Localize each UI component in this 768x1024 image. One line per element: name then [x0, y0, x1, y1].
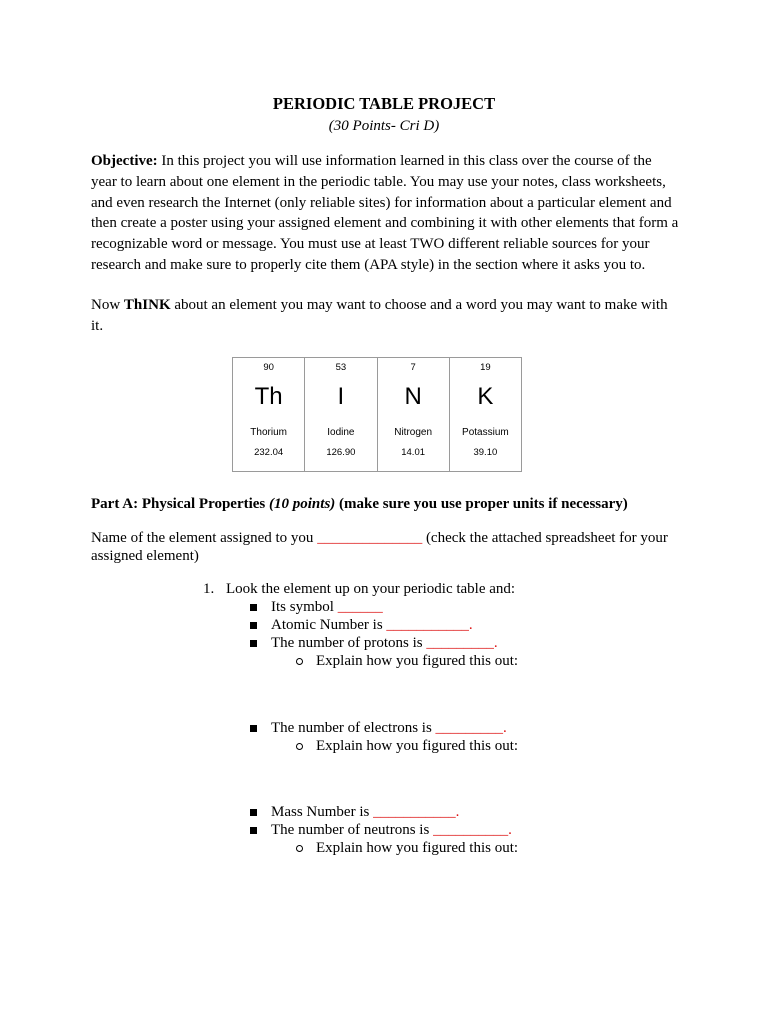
square-bullet-icon — [250, 622, 257, 629]
part-a-points: (10 points) — [269, 496, 336, 512]
part-a-note: (make sure you use proper units if necessary) — [335, 496, 628, 512]
document-title: PERIODIC TABLE PROJECT — [272, 94, 496, 113]
item-1-text: Look the element up on your periodic table and: — [226, 581, 516, 597]
protons-blank[interactable]: _________. — [426, 635, 498, 651]
symbol-line — [271, 599, 383, 616]
element-name: Nitrogen — [394, 427, 433, 438]
electrons-label: The number of electrons is — [271, 720, 436, 736]
mass-blank[interactable]: ___________. — [373, 804, 460, 820]
square-bullet-icon — [250, 604, 257, 611]
item-1-number: 1. — [203, 581, 215, 597]
explain-protons: Explain how you figured this out: — [316, 653, 519, 669]
atomic-number-line — [271, 617, 473, 634]
objective-paragraph — [91, 151, 681, 276]
square-bullet-icon — [250, 640, 257, 647]
symbol-blank[interactable]: ______ — [337, 599, 383, 615]
element-symbol: I — [337, 383, 345, 410]
mass-label: Mass Number is — [271, 804, 374, 820]
name-blank[interactable]: ______________ — [317, 530, 423, 546]
objective-label: Objective: — [91, 153, 158, 169]
part-a-heading — [91, 494, 681, 515]
square-bullet-icon — [250, 809, 257, 816]
element-tile-nitrogen — [378, 358, 450, 471]
atomic-number: 53 — [335, 362, 347, 373]
mass-number-line — [271, 804, 459, 821]
symbol-label: Its symbol — [271, 599, 338, 615]
protons-line — [271, 635, 498, 652]
element-name: Thorium — [250, 427, 287, 438]
objective-text: In this project you will use information learned in this class over the course of the year to learn about one element in the periodic table. You may use your notes, class worksheets, and even research the Internet (only reliable sites) for information about a particular element and then create a poster using your assigned element and combining it with other elements that form a recognizable word or message. You must use at least TWO different reliable sources for your research and make sure to properly cite them (APA style) in the section where it asks you to. — [91, 153, 679, 273]
electrons-line — [271, 720, 507, 737]
atomic-mass: 232.04 — [254, 447, 284, 458]
circle-bullet-icon — [296, 845, 303, 852]
circle-bullet-icon — [296, 743, 303, 750]
element-tile-potassium — [450, 358, 521, 471]
atomic-mass: 14.01 — [401, 447, 426, 458]
circle-bullet-icon — [296, 658, 303, 665]
square-bullet-icon — [250, 725, 257, 732]
periodic-table-example — [232, 357, 522, 472]
element-name-prompt — [91, 529, 681, 565]
atomic-number: 19 — [480, 362, 491, 373]
think-word: ThINK — [123, 297, 171, 313]
name-suffix: (check the attached spreadsheet for your assigned element) — [91, 530, 668, 564]
atomic-number: 7 — [410, 362, 416, 373]
atomic-mass: 126.90 — [326, 447, 356, 458]
element-symbol: N — [404, 383, 422, 410]
electrons-blank[interactable]: _________. — [435, 720, 507, 736]
element-name: Potassium — [462, 427, 509, 438]
element-name: Iodine — [327, 427, 355, 438]
neutrons-line — [271, 822, 512, 839]
atomic-label: Atomic Number is — [271, 617, 387, 633]
explain-neutrons: Explain how you figured this out: — [316, 840, 519, 856]
atomic-mass: 39.10 — [473, 447, 498, 458]
think-prefix: Now — [91, 297, 124, 313]
atomic-blank[interactable]: ___________. — [386, 617, 473, 633]
part-a-title: Part A: Physical Properties — [91, 496, 270, 512]
protons-label: The number of protons is — [271, 635, 427, 651]
neutrons-blank[interactable]: __________. — [433, 822, 512, 838]
element-symbol: Th — [254, 383, 283, 410]
element-tile-iodine — [305, 358, 377, 471]
think-suffix: about an element you may want to choose and a word you may want to make with it. — [91, 297, 668, 334]
think-paragraph — [91, 295, 681, 337]
name-prefix: Name of the element assigned to you — [91, 530, 318, 546]
atomic-number: 90 — [263, 362, 274, 373]
neutrons-label: The number of neutrons is — [271, 822, 434, 838]
element-tile-thorium — [233, 358, 305, 471]
element-symbol: K — [477, 383, 494, 410]
square-bullet-icon — [250, 827, 257, 834]
document-subtitle: (30 Points- Cri D) — [328, 118, 440, 134]
explain-electrons: Explain how you figured this out: — [316, 738, 519, 754]
